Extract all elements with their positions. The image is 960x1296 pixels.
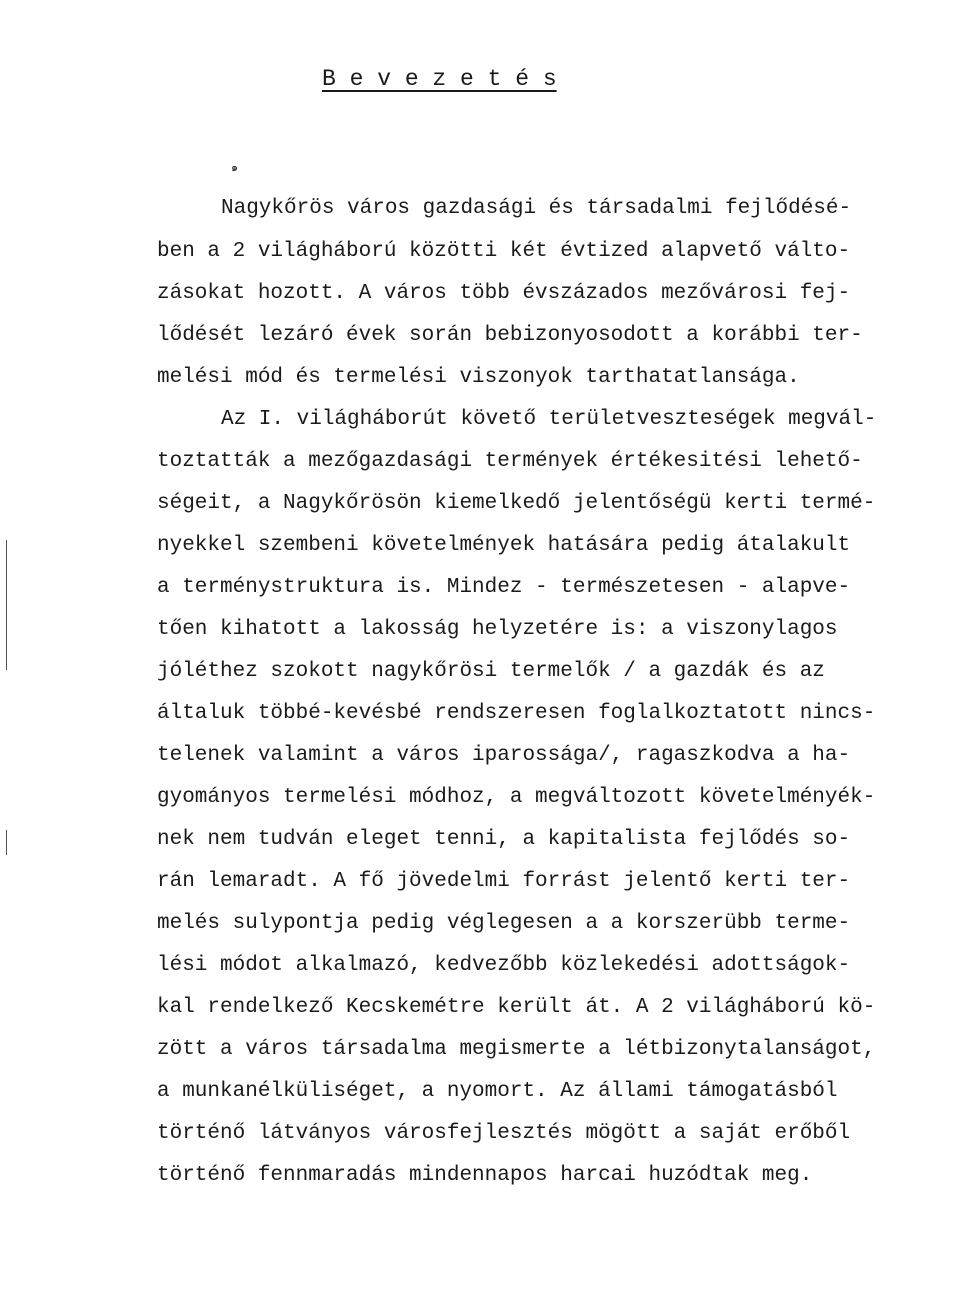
text-line: kal rendelkező Kecskemétre került át. A 2 világháború kö- (157, 996, 876, 1019)
page-title: B e v e z e t é s (322, 66, 557, 92)
text-line: általuk többé-kevésbé rendszeresen foglalkoztatott nincs- (157, 702, 876, 725)
text-line: zött a város társadalma megismerte a létbizonytalanságot, (157, 1038, 876, 1061)
text-line: zásokat hozott. A város több évszázados mezővárosi fej- (157, 282, 851, 305)
text-line: rán lemaradt. A fő jövedelmi forrást jelentő kerti ter- (157, 870, 851, 893)
text-line: a terménystruktura is. Mindez - természetesen - alapve- (157, 576, 851, 599)
margin-scan-line (6, 830, 7, 855)
margin-scan-line (6, 540, 7, 670)
text-line: jóléthez szokott nagykőrösi termelők / a gazdák és az (157, 660, 825, 683)
text-line: tően kihatott a lakosság helyzetére is: a viszonylagos (157, 618, 838, 641)
text-line: telenek valamint a város iparossága/, ragaszkodva a ha- (157, 744, 851, 767)
text-line: melési mód és termelési viszonyok tarthatatlansága. (157, 366, 800, 389)
text-line: nyekkel szembeni követelmények hatására pedig átalakult (157, 534, 851, 557)
text-line: lődését lezáró évek során bebizonyosodott a korábbi ter- (157, 324, 863, 347)
text-line: ben a 2 világháború közötti két évtized alapvető válto- (157, 240, 851, 263)
text-line: ségeit, a Nagykőrösön kiemelkedő jelentőségü kerti termé- (157, 492, 876, 515)
text-line: lési módot alkalmazó, kedvezőbb közlekedési adottságok- (157, 954, 851, 977)
text-line: melés sulypontja pedig véglegesen a a korszerübb terme- (157, 912, 851, 935)
text-line: Az I. világháborút követő területveszteségek megvál- (221, 408, 877, 431)
text-line: történő fennmaradás mindennapos harcai huzódtak meg. (157, 1164, 813, 1187)
paragraph-mark: ๑ (231, 163, 238, 175)
text-line: a munkanélküliséget, a nyomort. Az állami támogatásból (157, 1080, 838, 1103)
text-line: toztatták a mezőgazdasági termények értékesitési lehető- (157, 450, 863, 473)
text-line: Nagykőrös város gazdasági és társadalmi fejlődésé- (221, 197, 852, 220)
text-line: gyományos termelési módhoz, a megváltozott követelményék- (157, 786, 876, 809)
text-line: történő látványos városfejlesztés mögött a saját erőből (157, 1122, 851, 1145)
text-line: nek nem tudván eleget tenni, a kapitalista fejlődés so- (157, 828, 851, 851)
